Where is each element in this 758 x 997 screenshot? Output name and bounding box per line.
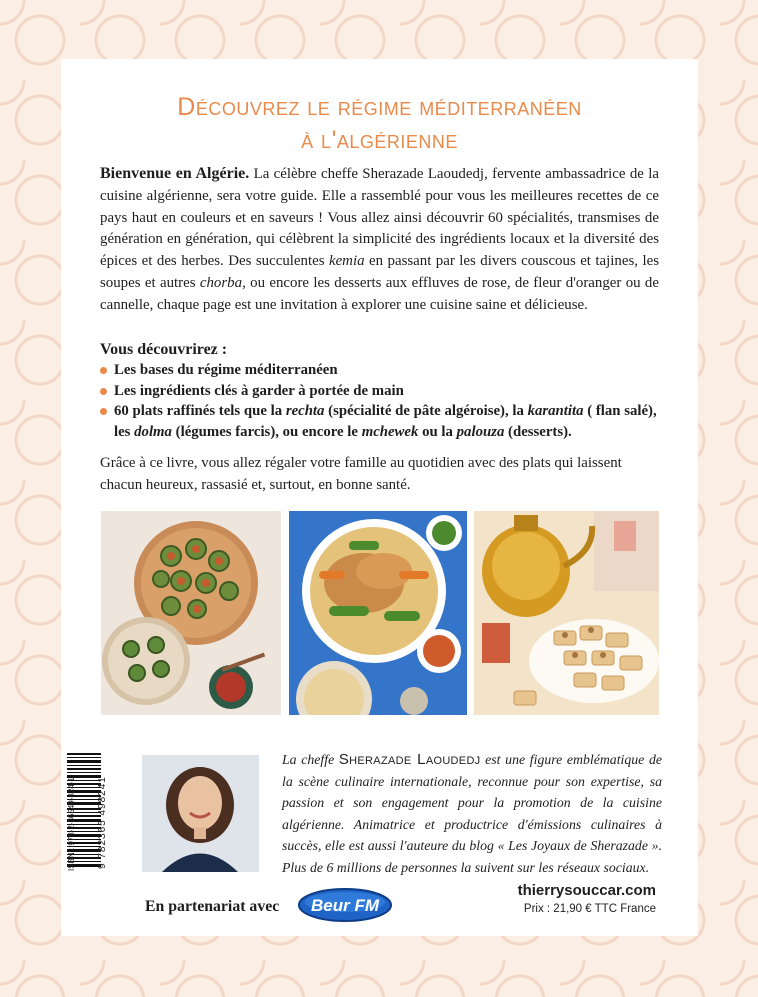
bio-text-post: est une figure emblématique de la scène culinaire internationale, reconnue pour son expertise, sa passion et son engagement pour la promotion de la cuisine algérienne. Animatrice et productrice d'émissions culinaires à succès, elle est aussi l'auteure du blog « Les Joyaux de Sherazade ». Plus de 6 millions de personnes la suivent sur les réseaux sociaux. xyxy=(282,752,662,875)
dish-photo-dolma xyxy=(101,511,281,715)
item3-text-1: 60 plats raffinés tels que la xyxy=(114,403,286,419)
intro-paragraph xyxy=(100,163,659,317)
intro-chorba: chorba xyxy=(199,274,243,291)
item3-text-6: (desserts). xyxy=(504,423,572,440)
intro-text-1: La célèbre cheffe Sherazade Laoudedj, fervente ambassadrice de la cuisine algérienne, sera votre guide. Elle a rassemblé pour vous les meilleures recettes de ce pays haut en couleurs et en saveurs ! Vous allez ainsi découvrir 60 spécialités, transmises de génération en génération, qui célèbrent la simplicité des ingrédients locaux et la diversité des épices et des herbes. Des succulentes xyxy=(100,166,659,270)
item3-text-3: ( flan salé), les xyxy=(114,403,657,440)
bio-text-pre: La cheffe xyxy=(282,752,339,767)
intro-text-3: , ou encore les desserts aux effluves de rose, de fleur d'oranger ou de cannelle, chaque page est une invitation à explorer une cuisine saine et délicieuse. xyxy=(100,274,659,313)
intro-text-2: en passant par les divers couscous et tajines, les soupes et autres xyxy=(100,253,660,291)
item3-karantita: karantita xyxy=(527,403,584,419)
publisher-website: thierrysouccar.com xyxy=(517,882,656,899)
price-label: Prix : 21,90 € TTC France xyxy=(523,903,656,915)
beur-fm-logo-text: Beur FM xyxy=(311,896,379,915)
author-bio xyxy=(282,749,662,879)
intro-kemia: kemia xyxy=(328,253,365,270)
author-name: Sherazade Laoudedj xyxy=(338,751,481,768)
item3-text-5: ou la xyxy=(418,423,457,440)
intro-lead: Bienvenue en Algérie. xyxy=(100,165,250,182)
title-line-2: à l'algérienne xyxy=(301,126,458,154)
back-cover-panel xyxy=(61,59,698,936)
discover-item-2: Les ingrédients clés à garder à portée de main xyxy=(100,381,659,402)
item3-palouza: palouza xyxy=(456,423,505,440)
dish-photo-couscous xyxy=(289,511,467,715)
dish-photo-pastries xyxy=(474,511,659,715)
author-portrait xyxy=(142,755,259,872)
outro-paragraph: Grâce à ce livre, vous allez régaler votre famille au quotidien avec des plats qui laissent chacun heureux, rassasié et, surtout, en bonne santé. xyxy=(100,455,622,493)
isbn-label: ISBN : 978-2-36549-824-1 xyxy=(67,777,76,871)
beur-fm-logo xyxy=(297,887,393,923)
isbn-digits: 9 782365 498241 xyxy=(97,776,108,869)
item3-dolma: dolma xyxy=(134,423,172,440)
item3-mchewek: mchewek xyxy=(361,423,419,440)
item3-text-2: (spécialité de pâte algéroise), la xyxy=(324,403,528,419)
cover-title xyxy=(61,91,698,157)
discover-heading: Vous découvrirez : xyxy=(100,341,228,358)
discover-item-3 xyxy=(100,401,659,442)
discover-list xyxy=(100,360,659,442)
title-line-1: Découvrez le régime méditerranéen xyxy=(177,93,582,121)
discover-item-1: Les bases du régime méditerranéen xyxy=(100,360,659,381)
partnership-label: En partenariat avec xyxy=(145,898,280,915)
item3-rechta: rechta xyxy=(285,403,325,419)
item3-text-4: (légumes farcis), ou encore le xyxy=(171,423,362,440)
